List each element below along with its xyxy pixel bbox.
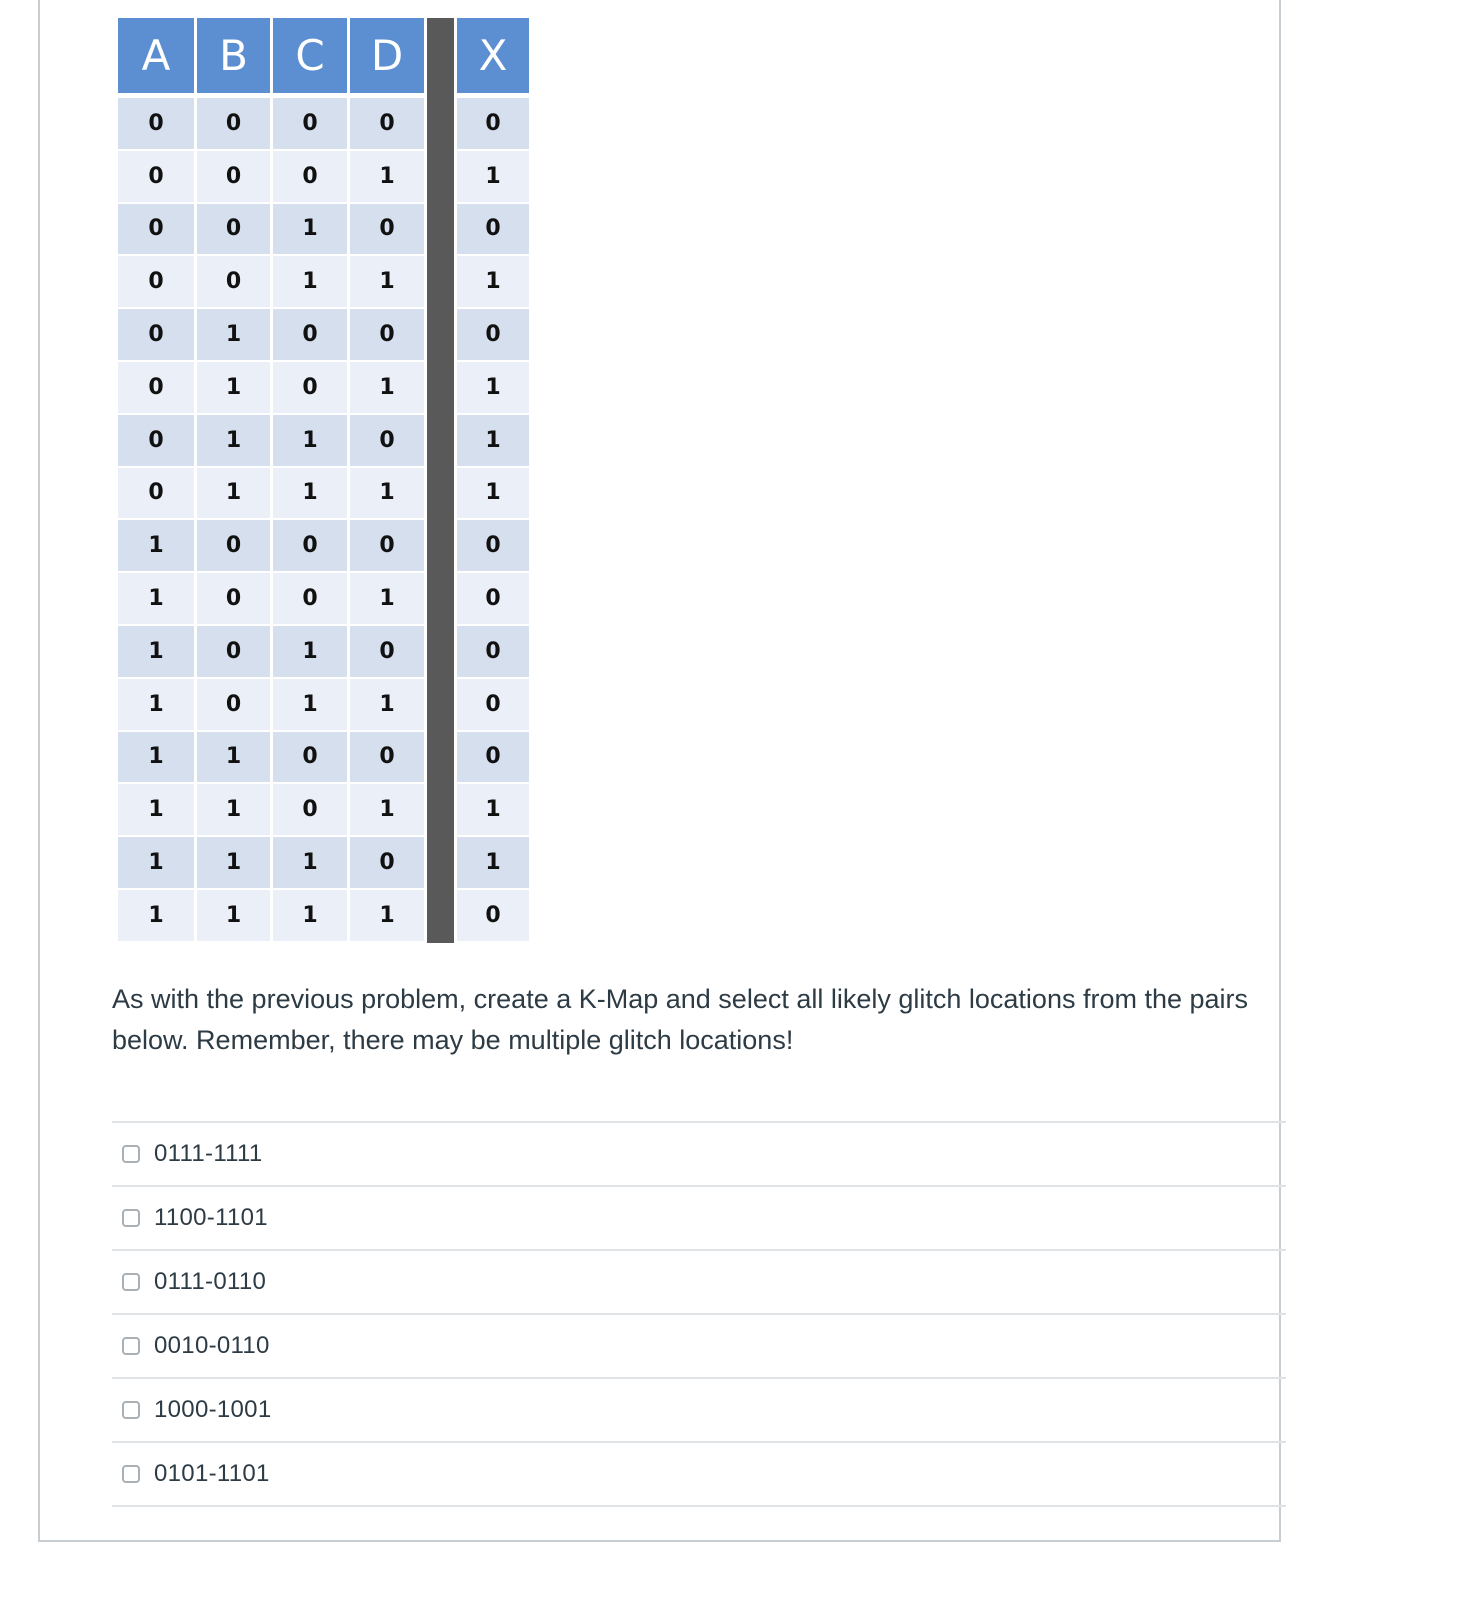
- header-a: A: [118, 18, 197, 98]
- answer-checkbox[interactable]: [122, 1145, 140, 1163]
- table-row: [118, 732, 529, 785]
- truth-table-header-row: [118, 18, 529, 98]
- answer-checkbox[interactable]: [122, 1465, 140, 1483]
- cell-d: 0: [350, 309, 427, 362]
- truth-table-body: [118, 98, 529, 943]
- cell-x: 0: [457, 204, 529, 257]
- cell-d: 0: [350, 837, 427, 890]
- table-row: [118, 837, 529, 890]
- cell-a: 0: [118, 98, 197, 151]
- answer-option[interactable]: [112, 1379, 1286, 1443]
- table-row: [118, 520, 529, 573]
- cell-d: 0: [350, 415, 427, 468]
- cell-c: 1: [273, 415, 350, 468]
- column-separator: [427, 18, 457, 98]
- header-c: C: [273, 18, 350, 98]
- column-separator: [427, 573, 457, 626]
- cell-c: 0: [273, 784, 350, 837]
- cell-b: 0: [197, 256, 273, 309]
- cell-c: 0: [273, 362, 350, 415]
- cell-x: 0: [457, 890, 529, 943]
- answer-option[interactable]: [112, 1315, 1286, 1379]
- cell-c: 1: [273, 256, 350, 309]
- cell-b: 0: [197, 204, 273, 257]
- cell-c: 1: [273, 890, 350, 943]
- cell-c: 0: [273, 573, 350, 626]
- column-separator: [427, 98, 457, 151]
- cell-x: 0: [457, 573, 529, 626]
- cell-x: 1: [457, 837, 529, 890]
- cell-x: 0: [457, 626, 529, 679]
- column-separator: [427, 784, 457, 837]
- answer-label[interactable]: 0101-1101: [154, 1460, 270, 1487]
- cell-c: 1: [273, 837, 350, 890]
- cell-a: 1: [118, 890, 197, 943]
- cell-d: 1: [350, 151, 427, 204]
- cell-b: 0: [197, 151, 273, 204]
- cell-b: 0: [197, 626, 273, 679]
- cell-x: 1: [457, 362, 529, 415]
- column-separator: [427, 204, 457, 257]
- answer-label[interactable]: 1000-1001: [154, 1396, 272, 1423]
- cell-d: 0: [350, 204, 427, 257]
- answer-label[interactable]: 1100-1101: [154, 1204, 268, 1231]
- cell-x: 1: [457, 415, 529, 468]
- cell-a: 1: [118, 679, 197, 732]
- cell-a: 0: [118, 309, 197, 362]
- answer-checkbox[interactable]: [122, 1401, 140, 1419]
- cell-x: 1: [457, 151, 529, 204]
- cell-c: 1: [273, 468, 350, 521]
- header-x: X: [457, 18, 529, 98]
- cell-d: 1: [350, 573, 427, 626]
- answer-label[interactable]: 0111-1111: [154, 1140, 263, 1167]
- table-row: [118, 151, 529, 204]
- column-separator: [427, 626, 457, 679]
- cell-x: 0: [457, 98, 529, 151]
- cell-x: 0: [457, 679, 529, 732]
- column-separator: [427, 468, 457, 521]
- column-separator: [427, 732, 457, 785]
- cell-d: 1: [350, 468, 427, 521]
- column-separator: [427, 890, 457, 943]
- cell-c: 0: [273, 520, 350, 573]
- answer-list: [112, 1121, 1286, 1507]
- cell-x: 1: [457, 256, 529, 309]
- table-row: [118, 890, 529, 943]
- cell-b: 1: [197, 415, 273, 468]
- table-row: [118, 679, 529, 732]
- cell-b: 0: [197, 573, 273, 626]
- table-row: [118, 784, 529, 837]
- cell-a: 0: [118, 415, 197, 468]
- cell-b: 0: [197, 679, 273, 732]
- column-separator: [427, 415, 457, 468]
- cell-x: 1: [457, 784, 529, 837]
- cell-c: 0: [273, 732, 350, 785]
- column-separator: [427, 309, 457, 362]
- cell-b: 1: [197, 784, 273, 837]
- table-row: [118, 362, 529, 415]
- cell-b: 0: [197, 98, 273, 151]
- cell-a: 0: [118, 362, 197, 415]
- cell-d: 1: [350, 362, 427, 415]
- cell-a: 0: [118, 151, 197, 204]
- table-row: [118, 468, 529, 521]
- table-row: [118, 626, 529, 679]
- cell-x: 0: [457, 520, 529, 573]
- cell-a: 1: [118, 573, 197, 626]
- header-d: D: [350, 18, 427, 98]
- answer-option[interactable]: [112, 1187, 1286, 1251]
- table-row: [118, 573, 529, 626]
- cell-d: 0: [350, 520, 427, 573]
- cell-x: 1: [457, 468, 529, 521]
- truth-table: [118, 18, 529, 943]
- column-separator: [427, 362, 457, 415]
- cell-b: 1: [197, 890, 273, 943]
- answer-option[interactable]: [112, 1123, 1286, 1187]
- cell-a: 0: [118, 256, 197, 309]
- cell-a: 0: [118, 204, 197, 257]
- cell-b: 1: [197, 362, 273, 415]
- cell-c: 0: [273, 98, 350, 151]
- answer-option[interactable]: [112, 1443, 1286, 1507]
- cell-d: 1: [350, 784, 427, 837]
- header-b: B: [197, 18, 273, 98]
- table-row: [118, 204, 529, 257]
- column-separator: [427, 256, 457, 309]
- cell-b: 1: [197, 732, 273, 785]
- cell-c: 0: [273, 151, 350, 204]
- answer-checkbox[interactable]: [122, 1337, 140, 1355]
- column-separator: [427, 520, 457, 573]
- cell-d: 1: [350, 890, 427, 943]
- table-row: [118, 309, 529, 362]
- column-separator: [427, 151, 457, 204]
- cell-b: 1: [197, 309, 273, 362]
- cell-b: 0: [197, 520, 273, 573]
- answer-option[interactable]: [112, 1251, 1286, 1315]
- question-prompt: As with the previous problem, create a K-Map and select all likely glitch locations from the pairs below. Remember, there may be multiple glitch locations!: [112, 984, 1249, 1055]
- cell-a: 1: [118, 520, 197, 573]
- cell-d: 0: [350, 732, 427, 785]
- cell-d: 0: [350, 98, 427, 151]
- answer-label[interactable]: 0111-0110: [154, 1268, 267, 1295]
- cell-x: 0: [457, 309, 529, 362]
- cell-c: 1: [273, 204, 350, 257]
- cell-b: 1: [197, 837, 273, 890]
- cell-a: 1: [118, 732, 197, 785]
- cell-c: 1: [273, 626, 350, 679]
- cell-c: 1: [273, 679, 350, 732]
- table-row: [118, 415, 529, 468]
- table-row: [118, 256, 529, 309]
- column-separator: [427, 837, 457, 890]
- cell-c: 0: [273, 309, 350, 362]
- cell-a: 1: [118, 837, 197, 890]
- cell-d: 1: [350, 679, 427, 732]
- cell-d: 1: [350, 256, 427, 309]
- column-separator: [427, 679, 457, 732]
- cell-a: 0: [118, 468, 197, 521]
- cell-x: 0: [457, 732, 529, 785]
- answer-checkbox[interactable]: [122, 1209, 140, 1227]
- question-card: [38, 0, 1281, 1542]
- table-row: [118, 98, 529, 151]
- cell-b: 1: [197, 468, 273, 521]
- cell-a: 1: [118, 784, 197, 837]
- answer-label[interactable]: 0010-0110: [154, 1332, 270, 1359]
- cell-d: 0: [350, 626, 427, 679]
- cell-a: 1: [118, 626, 197, 679]
- answer-checkbox[interactable]: [122, 1273, 140, 1291]
